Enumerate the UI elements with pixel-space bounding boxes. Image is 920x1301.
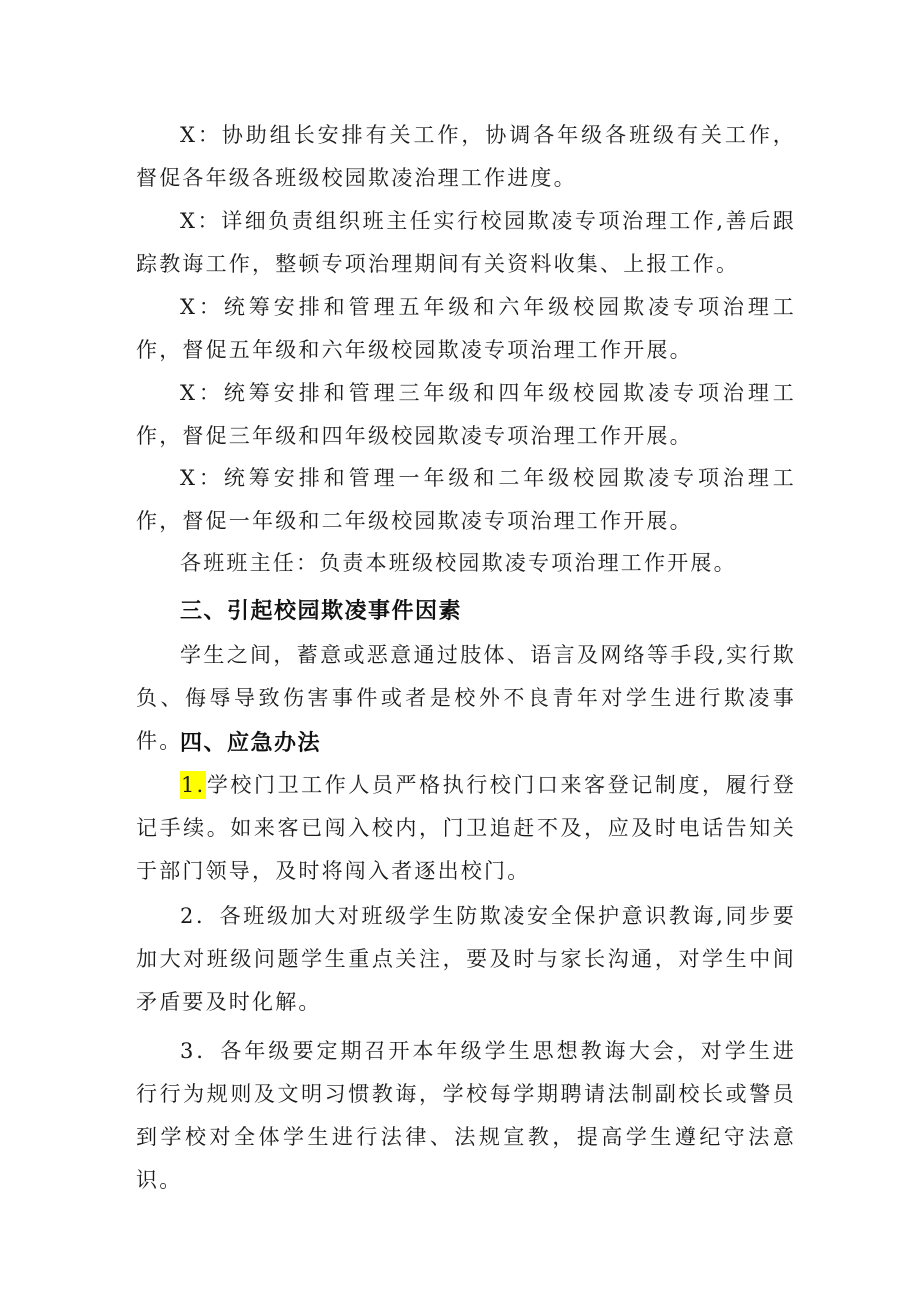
section-heading-causes: 三、引起校园欺凌事件因素: [180, 599, 463, 624]
paragraph-grade-3-4-duty: X：统筹安排和管理三年级和四年级校园欺凌专项治理工作，督促三年级和四年级校园欺凌专项治理工作开展。: [136, 381, 796, 448]
paragraph-measure-3: 3．各年级要定期召开本年级学生思想教诲大会，对学生进行行为规则及文明习惯教诲，学校每学期聘请法制副校长或警员到学校对全体学生进行法律、法规宣教，提高学生遵纪守法意识。: [136, 1039, 796, 1192]
paragraph-head-teacher-organizer-duty: X：详细负责组织班主任实行校园欺凌专项治理工作,善后跟踪教诲工作，整顿专项治理期间有关资料收集、上报工作。: [136, 209, 796, 276]
paragraph-coordinator-duty: X：协助组长安排有关工作，协调各年级各班级有关工作，督促各年级各班级校园欺凌治理工作进度。: [136, 123, 796, 190]
paragraph-class-teacher-duty: 各班班主任：负责本班级校园欺凌专项治理工作开展。: [180, 551, 737, 575]
paragraph-measure-1: [136, 764, 796, 893]
paragraph-grade-5-6-duty: X：统筹安排和管理五年级和六年级校园欺凌专项治理工作，督促五年级和六年级校园欺凌专项治理工作开展。: [136, 295, 796, 362]
paragraph-causes: 学生之间，蓄意或恶意通过肢体、语言及网络等手段,实行欺负、侮辱导致伤害事件或者是校外不良青年对学生进行欺凌事件。: [136, 643, 796, 753]
highlighted-list-marker: 1.: [181, 773, 206, 797]
section-heading-emergency-measures: 四、应急办法: [180, 731, 322, 756]
paragraph-measure-2: 2．各班级加大对班级学生防欺凌安全保护意识教诲,同步要加大对班级问题学生重点关注，要及时与家长沟通，对学生中间矛盾要及时化解。: [136, 904, 796, 1014]
measure-1-text: 学校门卫工作人员严格执行校门口来客登记制度，履行登记手续。如来客已闯入校内，门卫追赶不及，应及时电话告知关于部门领导，及时将闯入者逐出校门。: [136, 773, 796, 883]
paragraph-grade-1-2-duty: X：统筹安排和管理一年级和二年级校园欺凌专项治理工作，督促一年级和二年级校园欺凌专项治理工作开展。: [136, 466, 796, 533]
